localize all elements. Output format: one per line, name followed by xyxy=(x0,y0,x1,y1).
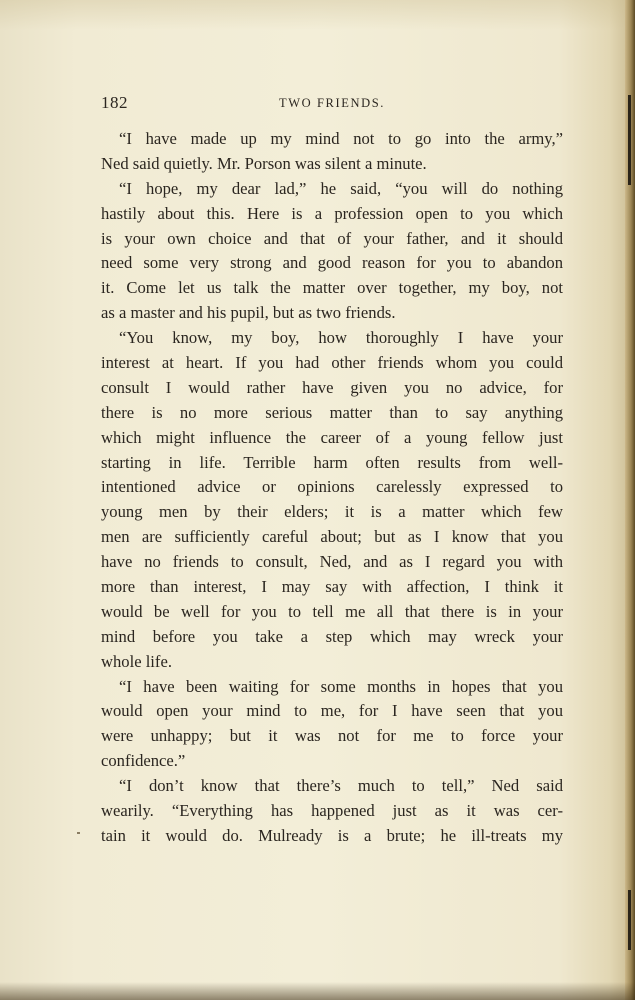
page-bottom-shading xyxy=(0,982,635,1000)
text-line: were unhappy; but it was not for me to force your xyxy=(101,726,563,746)
margin-mark xyxy=(77,832,80,834)
text-line: which might influence the career of a young fellow just xyxy=(101,427,563,447)
text-line: mind before you take a step which may wreck your xyxy=(101,626,563,646)
text-line: men are sufficiently careful about; but as I know that you xyxy=(101,527,563,547)
page-header xyxy=(101,93,563,117)
text-line: “I don’t know that there’s much to tell,” Ned said xyxy=(119,776,563,796)
text-line: whole life. xyxy=(101,651,172,671)
edge-mark xyxy=(628,890,631,950)
text-line: interest at heart. If you had other friends whom you could xyxy=(101,353,563,373)
text-line: “I have made up my mind not to go into the army,” xyxy=(119,129,563,148)
text-line: as a master and his pupil, but as two friends. xyxy=(101,303,396,323)
text-line: “You know, my boy, how thoroughly I have your xyxy=(119,328,563,348)
text-line: would open your mind to me, for I have seen that you xyxy=(101,701,563,721)
text-line: is your own choice and that of your father, and it should xyxy=(101,228,563,248)
text-line: confidence.” xyxy=(101,751,186,771)
text-line: it. Come let us talk the matter over together, my boy, not xyxy=(101,278,563,298)
edge-mark xyxy=(628,95,631,185)
running-head: TWO FRIENDS. xyxy=(278,96,385,110)
text-line: Ned said quietly. Mr. Porson was silent a minute. xyxy=(101,153,427,173)
text-line: hastily about this. Here is a profession open to you which xyxy=(101,203,563,223)
text-line: young men by their elders; it is a matter which few xyxy=(101,502,563,522)
text-line: wearily. “Everything has happened just as it was cer- xyxy=(101,801,563,821)
page-top-shading xyxy=(0,0,635,30)
page-number: 182 xyxy=(101,93,128,112)
text-line: consult I would rather have given you no advice, for xyxy=(101,377,563,397)
text-line: would be well for you to tell me all that there is in your xyxy=(101,601,563,621)
text-line: there is no more serious matter than to say anything xyxy=(101,402,563,422)
text-line: tain it would do. Mulready is a brute; he ill-treats my xyxy=(101,825,563,845)
text-line: intentioned advice or opinions carelessly expressed to xyxy=(101,477,563,497)
text-line: “I hope, my dear lad,” he said, “you will do nothing xyxy=(119,178,563,198)
text-line: need some very strong and good reason for you to abandon xyxy=(101,253,563,273)
text-line: starting in life. Terrible harm often results from well- xyxy=(101,452,563,472)
text-line: have no friends to consult, Ned, and as I regard you with xyxy=(101,552,563,572)
text-line: “I have been waiting for some months in hopes that you xyxy=(119,676,563,696)
text-line: more than interest, I may say with affection, I think it xyxy=(101,577,563,597)
body-text xyxy=(101,127,563,849)
